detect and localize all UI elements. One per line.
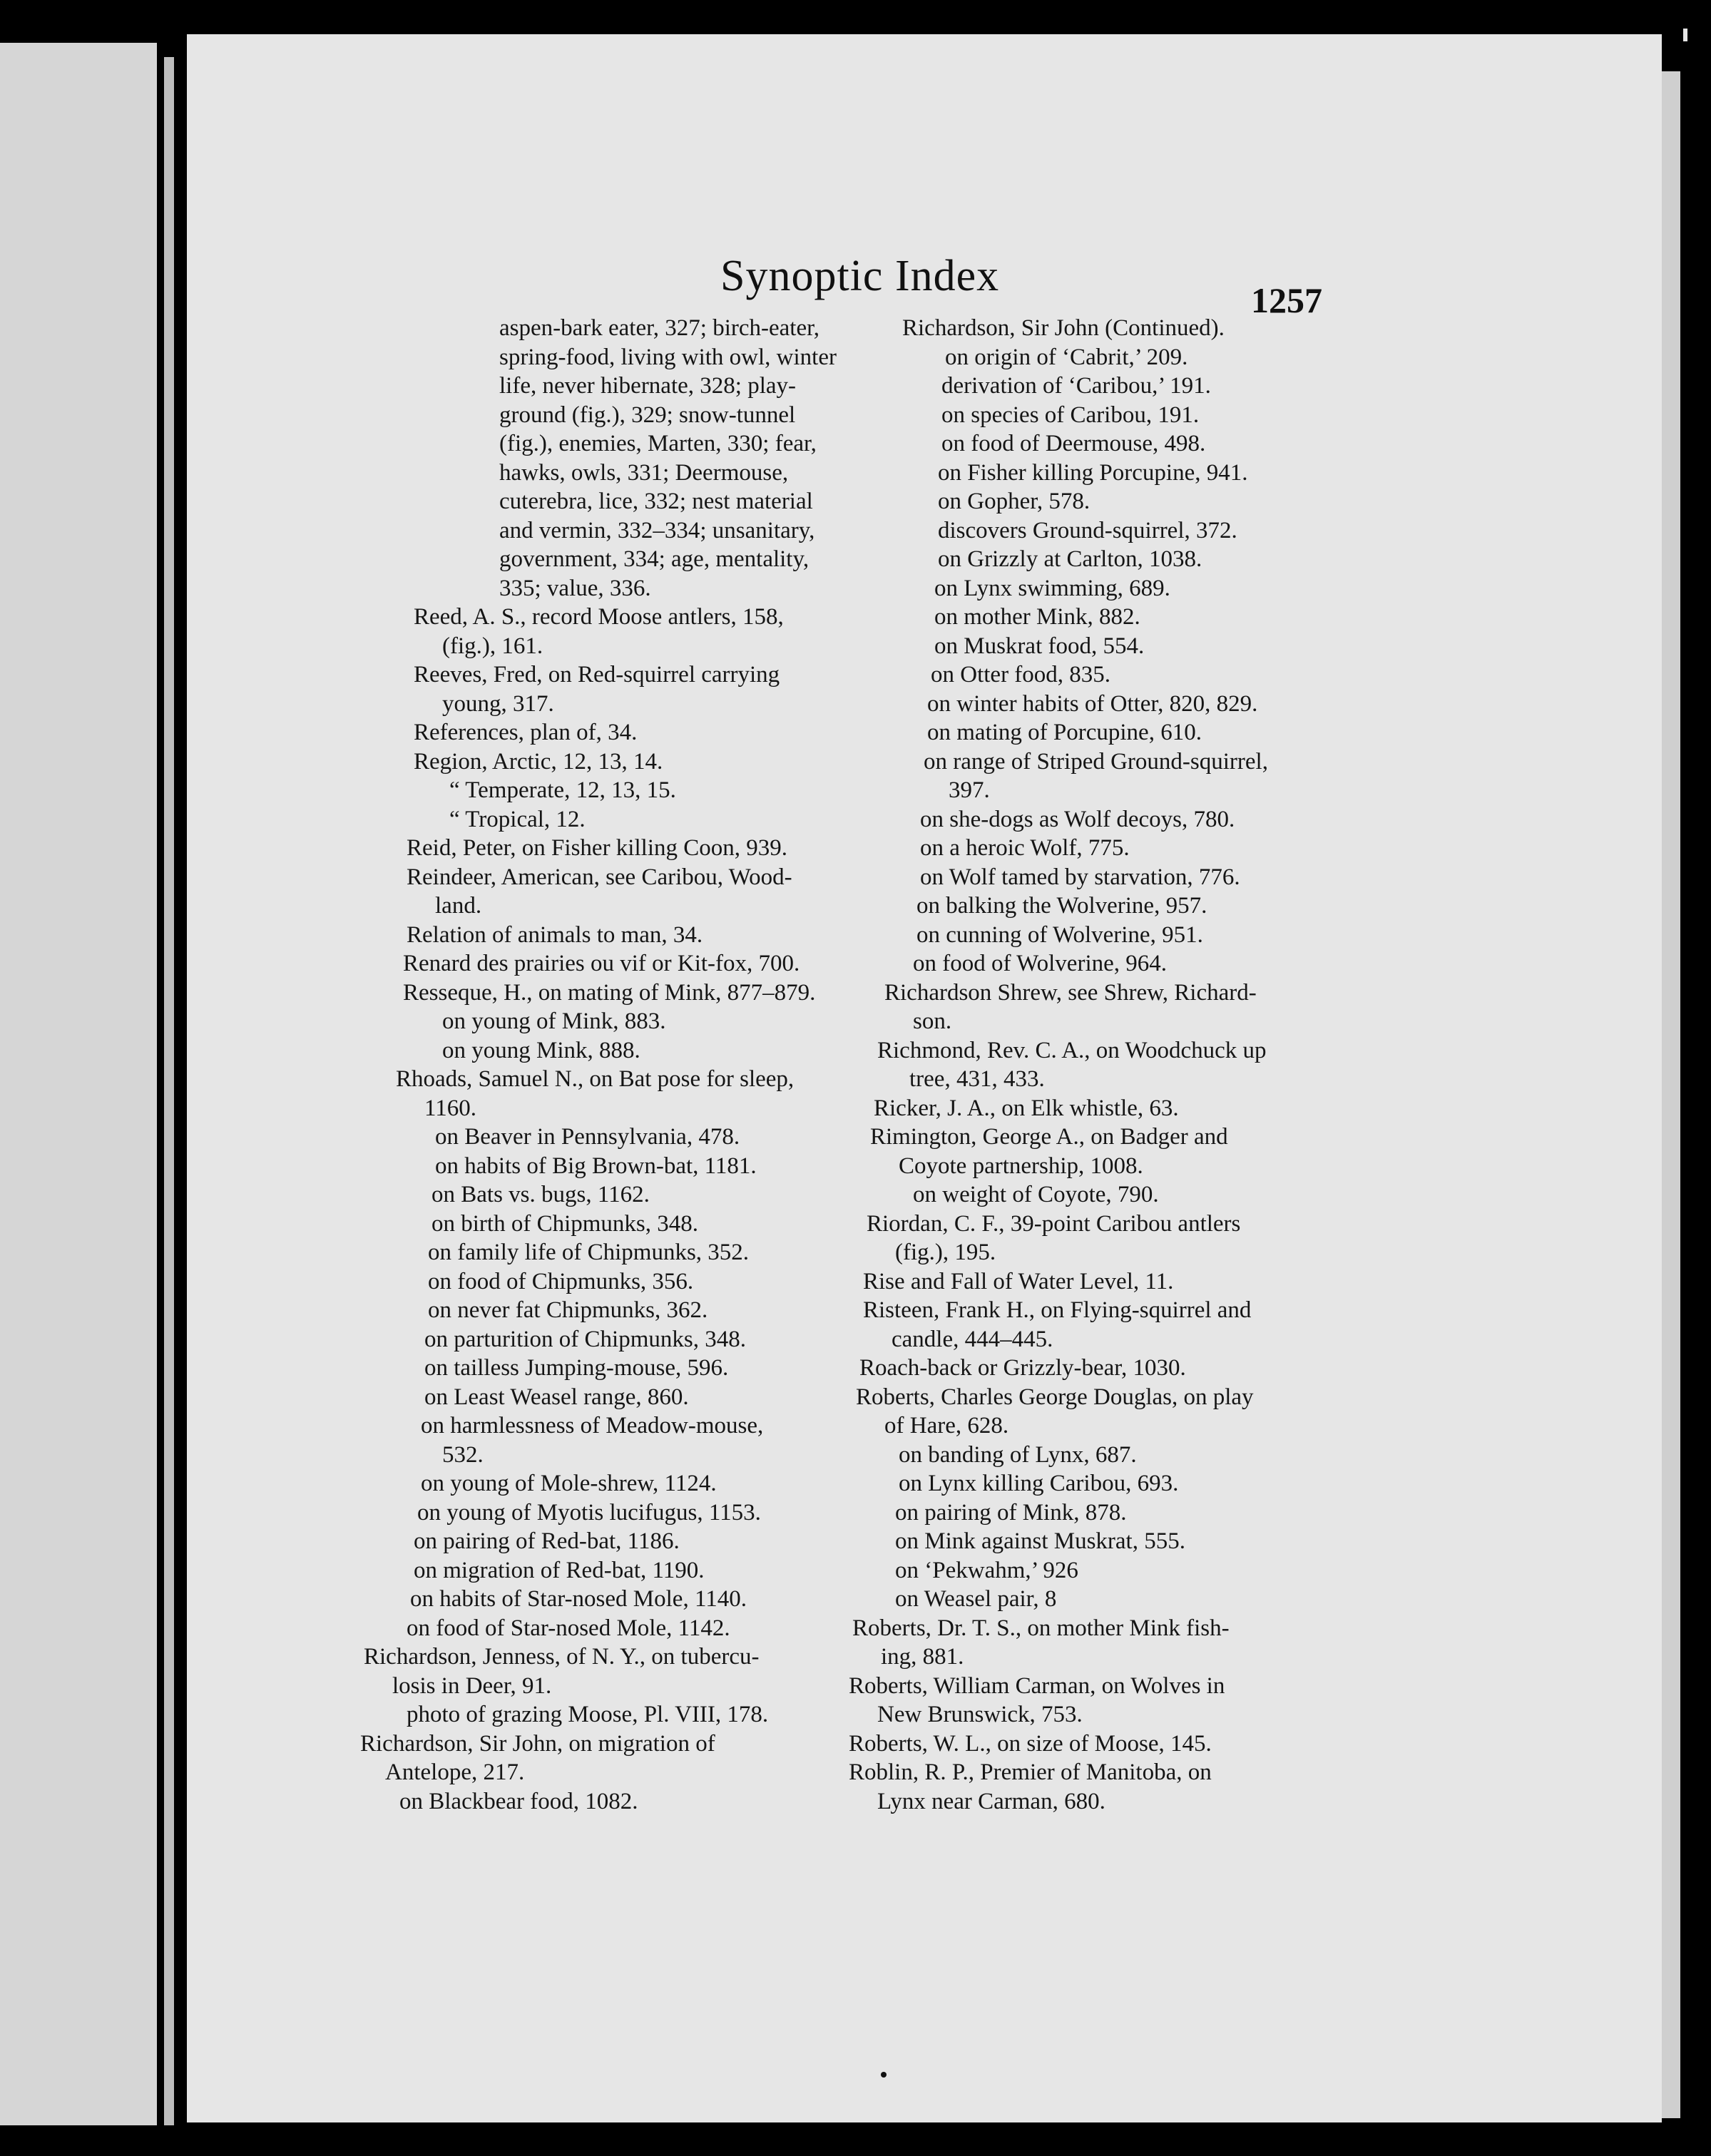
- index-entry-line: land.: [435, 893, 482, 919]
- index-entry-line: “ Tropical, 12.: [449, 806, 586, 832]
- index-entry-line: on Weasel pair, 8: [895, 1586, 1057, 1612]
- index-entry-line: Reeves, Fred, on Red-squirrel carrying: [414, 662, 780, 688]
- index-entry-line: on young of Myotis lucifugus, 1153.: [417, 1499, 761, 1526]
- index-entry-line: Roberts, William Carman, on Wolves in: [849, 1672, 1225, 1699]
- index-entry-line: on Bats vs. bugs, 1162.: [431, 1182, 650, 1207]
- index-entry-line: Richmond, Rev. C. A., on Woodchuck up: [877, 1037, 1267, 1063]
- index-entry-line: Rhoads, Samuel N., on Bat pose for sleep,: [396, 1066, 795, 1092]
- index-entry-line: Reindeer, American, see Caribou, Wood-: [407, 864, 792, 890]
- left-page: [0, 43, 157, 2125]
- index-column-left: [357, 314, 837, 1816]
- index-entry-line: on Least Weasel range, 860.: [424, 1384, 689, 1410]
- index-entry-line: aspen-bark eater, 327; birch-eater,: [499, 315, 820, 341]
- index-entry-line: on Fisher killing Porcupine, 941.: [938, 459, 1248, 486]
- index-entry-line: References, plan of, 34.: [414, 720, 638, 745]
- index-entry-line: Resseque, H., on mating of Mink, 877–879.: [403, 979, 816, 1006]
- index-entry-line: on weight of Coyote, 790.: [913, 1182, 1159, 1207]
- index-entry-line: on banding of Lynx, 687.: [899, 1441, 1137, 1468]
- index-entry-line: Rise and Fall of Water Level, 11.: [863, 1268, 1174, 1294]
- index-entry-line: photo of grazing Moose, Pl. VIII, 178.: [407, 1702, 769, 1727]
- index-entry-line: 532.: [442, 1441, 484, 1468]
- index-entry-line: cuterebra, lice, 332; nest material: [499, 489, 813, 514]
- index-entry-line: candle, 444–445.: [892, 1326, 1053, 1352]
- index-entry-line: on balking the Wolverine, 957.: [916, 893, 1207, 919]
- index-entry-line: ground (fig.), 329; snow-tunnel: [499, 402, 796, 428]
- index-entry-line: Lynx near Carman, 680.: [877, 1788, 1105, 1814]
- index-entry-line: hawks, owls, 331; Deermouse,: [499, 459, 789, 486]
- index-entry-line: on species of Caribou, 191.: [941, 402, 1200, 428]
- index-entry-line: Roberts, W. L., on size of Moose, 145.: [849, 1730, 1212, 1757]
- index-entry-line: on mother Mink, 882.: [934, 604, 1140, 630]
- index-entry-line: “ Temperate, 12, 13, 15.: [449, 777, 676, 803]
- index-entry-line: of Hare, 628.: [884, 1413, 1009, 1439]
- index-entry-line: on range of Striped Ground-squirrel,: [924, 748, 1268, 775]
- index-entry-line: Reed, A. S., record Moose antlers, 158,: [414, 604, 784, 630]
- index-entry-line: on mating of Porcupine, 610.: [927, 720, 1202, 745]
- index-entry-line: on food of Star-nosed Mole, 1142.: [407, 1615, 730, 1641]
- page-dot: [881, 2072, 887, 2078]
- page-number: 1257: [1251, 280, 1322, 320]
- index-entry-line: on family life of Chipmunks, 352.: [428, 1240, 750, 1265]
- index-column-right: [842, 314, 1312, 1816]
- index-entry-line: on birth of Chipmunks, 348.: [431, 1210, 699, 1237]
- index-entry-line: Antelope, 217.: [385, 1759, 525, 1785]
- index-entry-line: Renard des prairies ou vif or Kit-fox, 700.: [403, 951, 800, 976]
- index-entry-line: Richardson Shrew, see Shrew, Richard-: [884, 979, 1257, 1006]
- index-entry-line: on cunning of Wolverine, 951.: [916, 921, 1203, 948]
- index-entry-line: Richardson, Sir John (Continued).: [902, 315, 1225, 341]
- index-entry-line: on food of Chipmunks, 356.: [428, 1268, 694, 1294]
- index-entry-line: on young Mink, 888.: [442, 1037, 640, 1063]
- index-entry-line: on food of Wolverine, 964.: [913, 951, 1168, 976]
- index-entry-line: on harmlessness of Meadow-mouse,: [421, 1413, 764, 1439]
- index-entry-line: Roberts, Charles George Douglas, on play: [856, 1384, 1254, 1410]
- index-entry-line: losis in Deer, 91.: [392, 1672, 552, 1699]
- index-entry-line: New Brunswick, 753.: [877, 1702, 1083, 1727]
- index-entry-line: on winter habits of Otter, 820, 829.: [927, 690, 1258, 717]
- index-entry-line: 397.: [949, 777, 990, 803]
- index-entry-line: on Otter food, 835.: [931, 662, 1111, 688]
- index-entry-line: on Mink against Muskrat, 555.: [895, 1528, 1185, 1554]
- index-entry-line: on Grizzly at Carlton, 1038.: [938, 546, 1202, 572]
- index-entry-line: Reid, Peter, on Fisher killing Coon, 939.: [407, 835, 787, 861]
- index-entry-line: on a heroic Wolf, 775.: [920, 835, 1130, 861]
- index-entry-line: on food of Deermouse, 498.: [941, 431, 1206, 456]
- index-entry-line: Relation of animals to man, 34.: [407, 921, 703, 948]
- index-entry-line: Ricker, J. A., on Elk whistle, 63.: [874, 1095, 1179, 1121]
- page-right-edge: [1662, 71, 1680, 2118]
- index-entry-line: on young of Mink, 883.: [442, 1008, 666, 1034]
- index-entry-line: on she-dogs as Wolf decoys, 780.: [920, 806, 1235, 832]
- page-title: Synoptic Index: [720, 252, 1000, 300]
- index-entry-line: young, 317.: [442, 690, 554, 717]
- index-entry-line: government, 334; age, mentality,: [499, 546, 809, 572]
- index-entry-line: 335; value, 336.: [499, 575, 651, 601]
- index-entry-line: Region, Arctic, 12, 13, 14.: [414, 748, 663, 775]
- index-entry-line: discovers Ground-squirrel, 372.: [938, 517, 1237, 543]
- index-entry-line: Roblin, R. P., Premier of Manitoba, on: [849, 1759, 1212, 1785]
- index-entry-line: on origin of ‘Cabrit,’ 209.: [945, 344, 1188, 370]
- index-entry-line: (fig.), enemies, Marten, 330; fear,: [499, 431, 817, 456]
- index-entry-line: on pairing of Red-bat, 1186.: [414, 1528, 680, 1554]
- index-entry-line: on Beaver in Pennsylvania, 478.: [435, 1124, 740, 1150]
- index-entry-line: on Gopher, 578.: [938, 489, 1091, 514]
- index-entry-line: and vermin, 332–334; unsanitary,: [499, 517, 815, 543]
- index-entry-line: on parturition of Chipmunks, 348.: [424, 1326, 746, 1352]
- index-entry-line: on Lynx swimming, 689.: [934, 575, 1170, 601]
- index-entry-line: Riordan, C. F., 39-point Caribou antlers: [867, 1210, 1241, 1237]
- index-entry-line: on never fat Chipmunks, 362.: [428, 1297, 708, 1323]
- index-entry-line: Richardson, Jenness, of N. Y., on tubercu-: [364, 1644, 760, 1670]
- index-entry-line: Rimington, George A., on Badger and: [870, 1124, 1228, 1150]
- index-entry-line: on migration of Red-bat, 1190.: [414, 1557, 705, 1583]
- index-entry-line: son.: [913, 1008, 952, 1034]
- index-entry-line: on Muskrat food, 554.: [934, 633, 1145, 659]
- index-entry-line: life, never hibernate, 328; play-: [499, 373, 796, 399]
- index-entry-line: spring-food, living with owl, winter: [499, 344, 837, 370]
- index-entry-line: on young of Mole-shrew, 1124.: [421, 1471, 717, 1496]
- index-entry-line: derivation of ‘Caribou,’ 191.: [941, 373, 1211, 399]
- index-entry-line: on Lynx killing Caribou, 693.: [899, 1471, 1179, 1496]
- index-entry-line: on ‘Pekwahm,’ 926: [895, 1557, 1078, 1583]
- index-entry-line: (fig.), 161.: [442, 633, 543, 659]
- index-entry-line: Richardson, Sir John, on migration of: [360, 1730, 715, 1757]
- left-page-edge: [164, 57, 174, 2125]
- index-entry-line: 1160.: [424, 1095, 477, 1121]
- index-entry-line: ing, 881.: [881, 1644, 964, 1670]
- index-entry-line: on Blackbear food, 1082.: [399, 1788, 638, 1814]
- index-entry-line: on Wolf tamed by starvation, 776.: [920, 864, 1240, 890]
- index-entry-line: tree, 431, 433.: [909, 1066, 1045, 1092]
- index-entry-line: Coyote partnership, 1008.: [899, 1153, 1143, 1179]
- index-entry-line: on habits of Star-nosed Mole, 1140.: [410, 1586, 747, 1612]
- index-entry-line: on tailless Jumping-mouse, 596.: [424, 1355, 729, 1381]
- index-entry-line: on habits of Big Brown-bat, 1181.: [435, 1153, 757, 1179]
- index-entry-line: Roach-back or Grizzly-bear, 1030.: [859, 1355, 1186, 1381]
- index-entry-line: Roberts, Dr. T. S., on mother Mink fish-: [852, 1615, 1230, 1641]
- corner-mark: [1683, 29, 1687, 41]
- index-entry-line: on pairing of Mink, 878.: [895, 1499, 1127, 1526]
- index-entry-line: (fig.), 195.: [895, 1240, 996, 1265]
- index-entry-line: Risteen, Frank H., on Flying-squirrel and: [863, 1297, 1252, 1323]
